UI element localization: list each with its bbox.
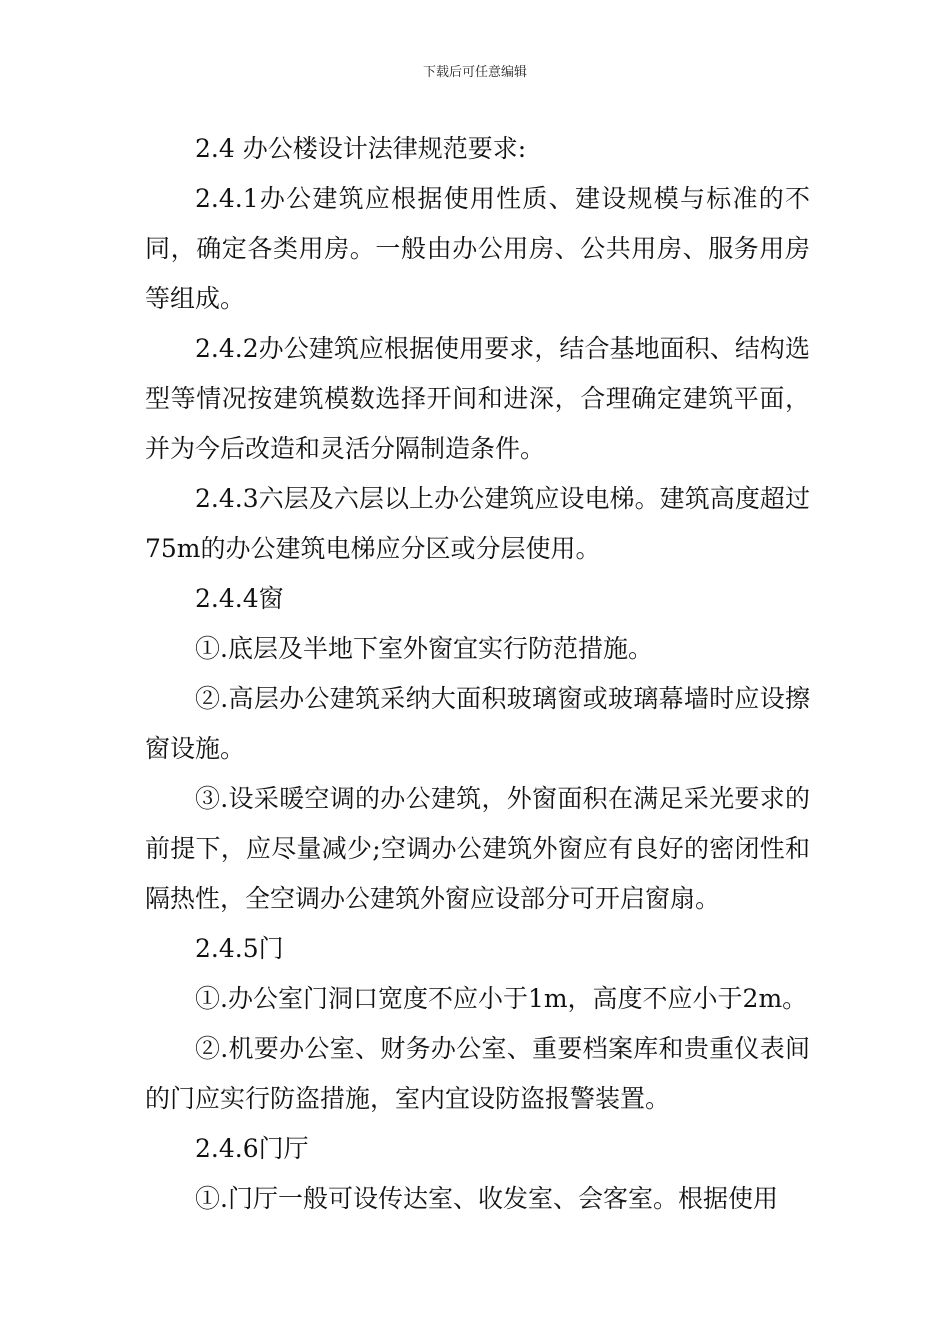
list-item-door-2: ②.机要办公室、财务办公室、重要档案库和贵重仪表间的门应实行防盗措施，室内宜设防盗报警装置。	[145, 1034, 810, 1113]
list-item-lobby-1: ①.门厅一般可设传达室、收发室、会客室。根据使用	[195, 1184, 778, 1213]
document-body	[145, 124, 810, 1224]
list-item-window-2: ②.高层办公建筑采纳大面积玻璃窗或玻璃幕墙时应设擦窗设施。	[145, 684, 810, 763]
paragraph-2-4-3: 2.4.3六层及六层以上办公建筑应设电梯。建筑高度超过75m的办公建筑电梯应分区或分层使用。	[145, 484, 810, 563]
subheading-2-4-6-lobby: 2.4.6门厅	[195, 1134, 309, 1163]
section-heading-2-4: 2.4 办公楼设计法律规范要求:	[195, 134, 527, 163]
list-item-door-1: ①.办公室门洞口宽度不应小于1m，高度不应小于2m。	[195, 984, 808, 1013]
list-item-window-3: ③.设采暖空调的办公建筑，外窗面积在满足采光要求的前提下，应尽量减少;空调办公建筑外窗应有良好的密闭性和隔热性，全空调办公建筑外窗应设部分可开启窗扇。	[145, 784, 810, 913]
paragraph-2-4-1: 2.4.1办公建筑应根据使用性质、建设规模与标准的不同，确定各类用房。一般由办公用房、公共用房、服务用房等组成。	[145, 184, 810, 313]
page-header-note: 下载后可任意编辑	[422, 65, 527, 80]
list-item-window-1: ①.底层及半地下室外窗宜实行防范措施。	[195, 634, 653, 663]
subheading-2-4-5-door: 2.4.5门	[195, 934, 284, 963]
paragraph-2-4-2: 2.4.2办公建筑应根据使用要求，结合基地面积、结构选型等情况按建筑模数选择开间和进深，合理确定建筑平面，并为今后改造和灵活分隔制造条件。	[145, 334, 810, 463]
subheading-2-4-4-window: 2.4.4窗	[195, 584, 284, 613]
